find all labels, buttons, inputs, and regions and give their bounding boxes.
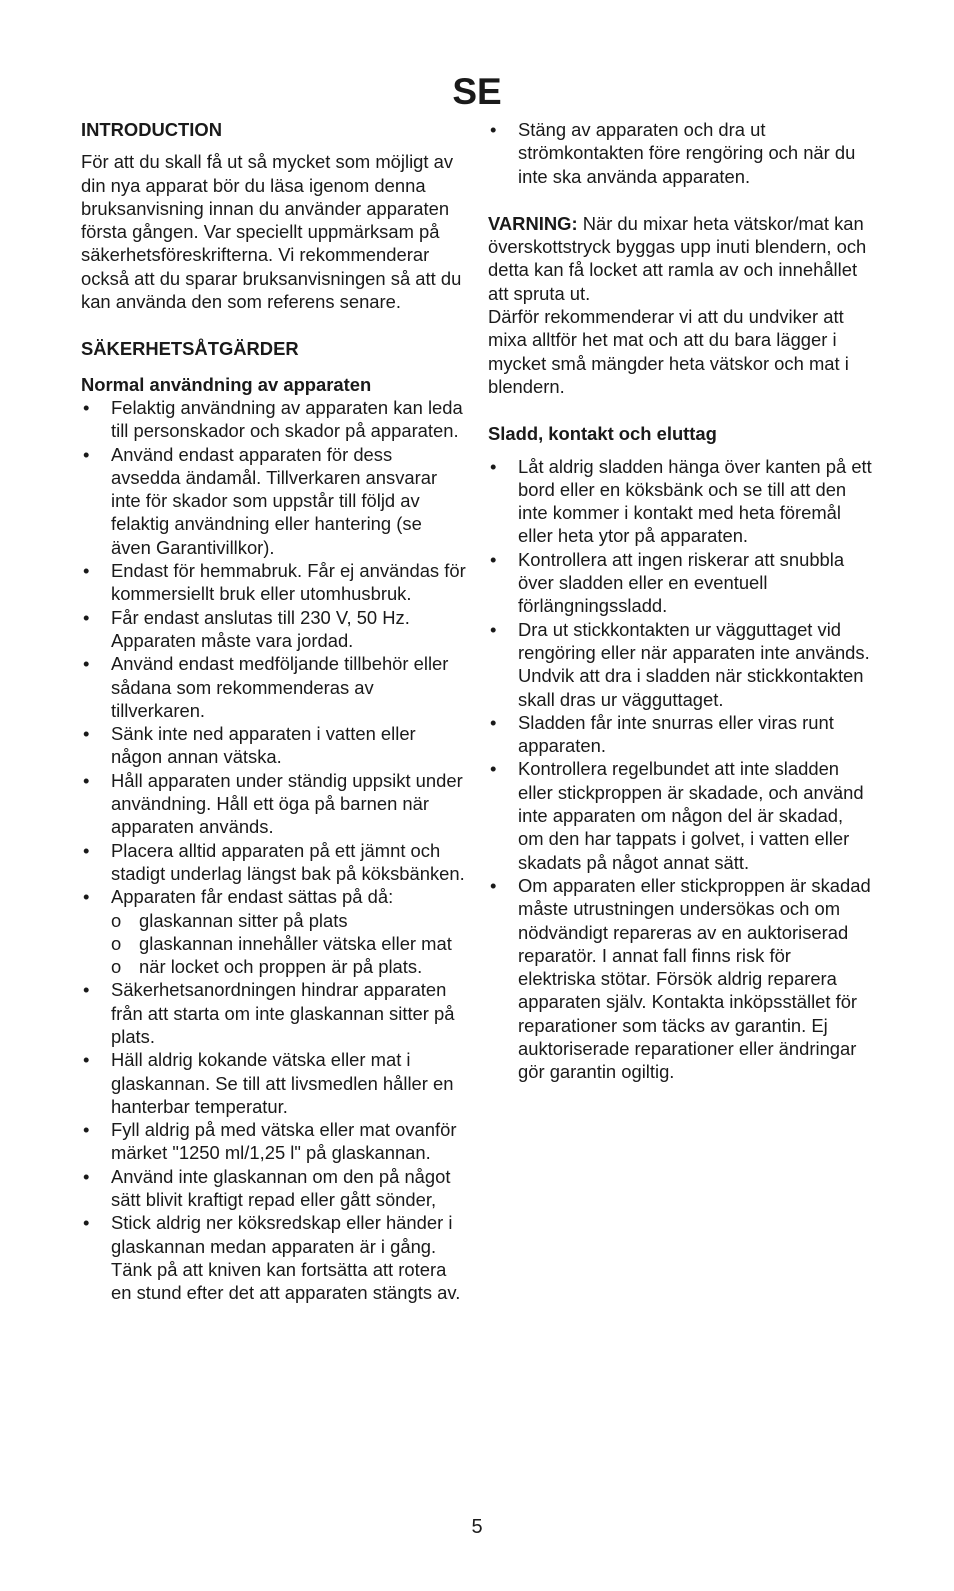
list-item: • Dra ut stickkontakten ur vägguttaget vid rengöring eller när apparaten inte används. Undvik att dra i sladden när stickkontakten skall dras ur vägguttaget.	[488, 618, 873, 711]
list-item: • Låt aldrig sladden hänga över kanten på ett bord eller en köksbänk och se till att den inte kommer i kontakt med heta föremål eller heta ytor på apparaten.	[488, 455, 873, 548]
list-item: • Häll aldrig kokande vätska eller mat i glaskannan. Se till att livsmedlen håller en hanterbar temperatur.	[81, 1048, 466, 1118]
list-item: • Kontrollera att ingen riskerar att snubbla över sladden eller en eventuell förlängningssladd.	[488, 548, 873, 618]
intro-paragraph: För att du skall få ut så mycket som möjligt av din nya apparat bör du läsa igenom denna bruksanvisning innan du använder apparaten första gången. Var speciellt uppmärksam på säkerhetsföreskrifterna. Vi rekommenderar också att du sparar bruksanvisningen så att du kan använda den som referens senare.	[81, 151, 462, 313]
left-column	[81, 118, 466, 1305]
sub-list-item: o glaskannan innehåller vätska eller mat	[111, 932, 466, 955]
list-item: • Endast för hemmabruk. Får ej användas för kommersiellt bruk eller utomhusbruk.	[81, 559, 466, 606]
list-item: • Använd inte glaskannan om den på något sätt blivit kraftigt repad eller gått sönder,	[81, 1165, 466, 1212]
list-item: • Håll apparaten under ständig uppsikt under användning. Håll ett öga på barnen när apparaten används.	[81, 769, 466, 839]
intro-heading: INTRODUCTION	[81, 119, 222, 140]
list-item: • Sänk inte ned apparaten i vatten eller någon annan vätska.	[81, 722, 466, 769]
normal-use-heading: Normal användning av apparaten	[81, 373, 372, 395]
safety-list	[81, 396, 466, 1305]
list-item: • Använd endast medföljande tillbehör eller sådana som rekommenderas av tillverkaren.	[81, 652, 466, 722]
list-item: • Placera alltid apparaten på ett jämnt och stadigt underlag längst bak på köksbänken.	[81, 839, 466, 886]
warning-text: När du mixar heta vätskor/mat kan överskottstryck byggas upp inuti blendern, och detta kan få locket att ramla av och innehållet att spruta ut.	[488, 212, 867, 304]
language-heading: SE	[452, 71, 502, 112]
list-item: • Om apparaten eller stickproppen är skadad måste utrustningen undersökas och om nödvändigt repareras av en auktoriserad reparatör. I annat fall finns risk för elektriska stötar. Försök aldrig reparera apparaten själv. Kontakta inköpsstället för reparationer som täcks av garantin. Ej auktoriserade reparationer eller ändringar gör garantin ogiltig.	[488, 874, 873, 1084]
list-item: • Sladden får inte snurras eller viras runt apparaten.	[488, 711, 873, 758]
list-item: • Fyll aldrig på med vätska eller mat ovanför märket "1250 ml/1,25 l" på glaskannan.	[81, 1118, 466, 1165]
right-column	[488, 118, 873, 1084]
list-item: • Felaktig användning av apparaten kan leda till personskador och skador på apparaten.	[81, 396, 466, 443]
list-item: • Får endast anslutas till 230 V, 50 Hz. Apparaten måste vara jordad.	[81, 606, 466, 653]
cord-list	[488, 455, 873, 1084]
warning-paragraph-2: Därför rekommenderar vi att du undviker att mixa alltför het mat och att du bara lägger i mycket små mängder heta vätskor och mat i blendern.	[488, 306, 849, 397]
sub-list-item: o när locket och proppen är på plats.	[111, 955, 466, 978]
list-item-text: Apparaten får endast sättas på då:	[111, 886, 394, 908]
conditions-sublist	[111, 909, 466, 979]
warning-label: VARNING:	[488, 212, 578, 234]
cord-heading: Sladd, kontakt och eluttag	[488, 423, 717, 445]
list-item: • Stäng av apparaten och dra ut strömkontakten före rengöring och när du inte ska använda apparaten.	[488, 118, 873, 188]
list-item: • Använd endast apparaten för dess avsedda ändamål. Tillverkaren ansvarar inte för skador som uppstår till följd av felaktig användning eller hantering (se även Garantivillkor).	[81, 443, 466, 559]
sub-list-item: o glaskannan sitter på plats	[111, 909, 466, 932]
top-list	[488, 118, 873, 188]
page-number: 5	[471, 1516, 483, 1538]
safety-heading: SÄKERHETSÅTGÄRDER	[81, 338, 299, 360]
list-item-with-sublist	[81, 885, 466, 978]
list-item: • Stick aldrig ner köksredskap eller händer i glaskannan medan apparaten är i gång. Tänk på att kniven kan fortsätta att rotera en stund efter det att apparaten stängts av.	[81, 1211, 466, 1304]
list-item: • Säkerhetsanordningen hindrar apparaten från att starta om inte glaskannan sitter på plats.	[81, 978, 466, 1048]
warning-paragraph	[488, 212, 873, 305]
list-item: • Kontrollera regelbundet att inte sladden eller stickproppen är skadade, och använd inte apparaten om någon del är skadad, om den har tappats i golvet, i vatten eller skadats på något annat sätt.	[488, 757, 873, 873]
